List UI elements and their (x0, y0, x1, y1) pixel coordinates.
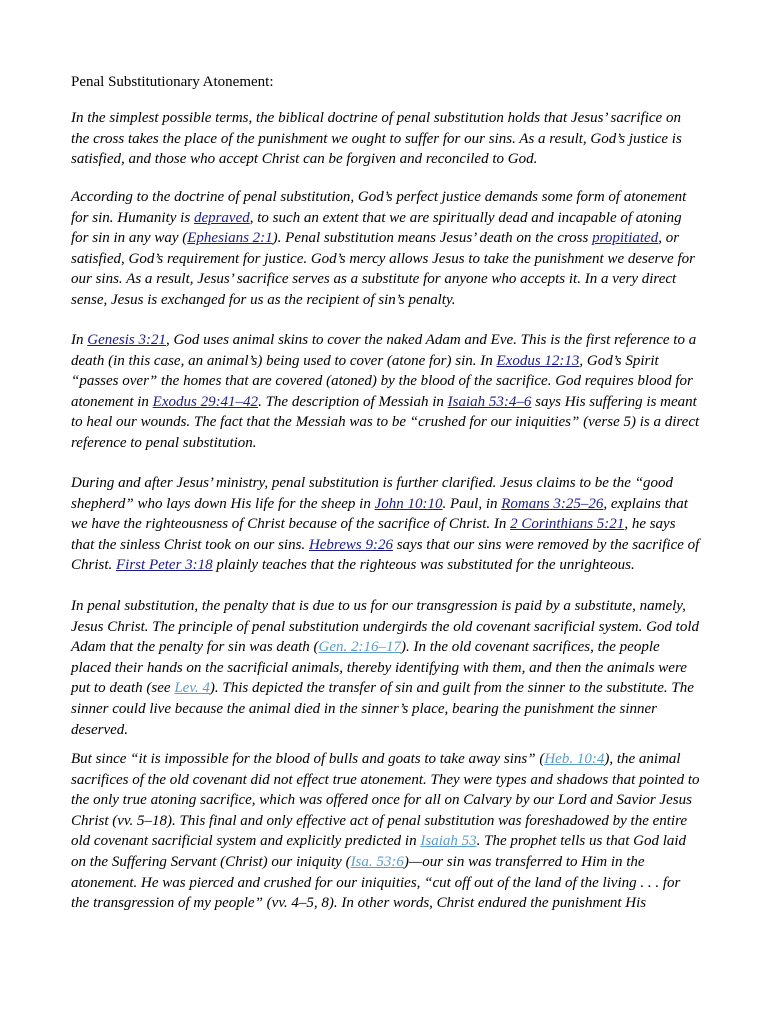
link-depraved[interactable]: depraved (193, 209, 250, 226)
text-segment: . Paul, in (442, 495, 502, 512)
text-segment: plainly teaches that the righteous was substituted for the unrighteous. (212, 557, 635, 574)
paragraph-old-testament (71, 330, 701, 454)
link-isa-53-6[interactable]: Isa. 53:6 (350, 853, 404, 870)
text-segment: , God uses animal skins to cover the naked Adam and Eve. This is the first reference to a death (in this case, an animal’s) being used to cover (atone for) sin. In (71, 332, 697, 369)
link-gen-2-16-17[interactable]: Gen. 2:16–17 (318, 639, 401, 656)
text-segment: In penal substitution, the penalty that is due to us for our transgression is paid by a substitute, namely, Jesus Christ. The principle of penal substitution undergirds the old covenant sacrificial system. God told Adam that the penalty for sin was death ( (71, 598, 700, 656)
link-isaiah-53-4-6[interactable]: Isaiah 53:4–6 (447, 393, 532, 410)
text-segment: says that our sins were removed by the sacrifice of Christ. (71, 536, 700, 574)
text-segment: , God’s Spirit “passes over” the homes that are covered (atoned) by the blood of the sacrifice. God requires blood for atonement in (71, 352, 693, 410)
paragraph-definition (71, 108, 701, 170)
text-segment: In the simplest possible terms, the biblical doctrine of penal substitution holds that Jesus’ sacrifice on the cross takes the place of the punishment we ought to suffer for our sins. As a result, God’s justice is satisfied, and those who accept Christ can be forgiven and reconciled to God. (71, 110, 682, 168)
link-first-peter-3-18[interactable]: First Peter 3:18 (116, 557, 213, 574)
text-segment: ), the animal sacrifices of the old covenant did not effect true atonement. They were types and shadows that pointed to the only true atoning sacrifice, which was offered once for all on Calvary by our Lord and Savior Jesus Christ (vv. 5–18). This final and only effective act of penal substitution was foreshadowed by the entire old covenant sacrificial system and explicitly predicted in (71, 751, 700, 850)
text-segment: , he says that the sinless Christ took on our sins. (71, 516, 676, 553)
link-isaiah-53[interactable]: Isaiah 53 (420, 833, 477, 850)
text-segment: ). Penal substitution means Jesus’ death on the cross (272, 230, 593, 247)
text-segment: , or satisfied, God’s requirement for justice. God’s mercy allows Jesus to take the punishment we deserve for our sins. As a result, Jesus’ sacrifice serves as a substitute for anyone who accepts it. In a very direct sense, Jesus is exchanged for us as the recipient of sin’s penalty. (71, 230, 695, 308)
link-exodus-12-13[interactable]: Exodus 12:13 (496, 352, 580, 369)
paragraph-justice (71, 187, 701, 311)
link-lev-4[interactable]: Lev. 4 (174, 680, 210, 697)
paragraph-old-covenant (71, 596, 701, 740)
link-exodus-29-41-42[interactable]: Exodus 29:41–42 (152, 393, 259, 410)
text-segment: , to such an extent that we are spiritually dead and incapable of atoning for sin in any way ( (71, 209, 682, 247)
link-genesis-3-21[interactable]: Genesis 3:21 (87, 332, 166, 348)
link-john-10-10[interactable]: John 10:10 (374, 495, 443, 512)
text-segment: . The prophet tells us that God laid on the Suffering Servant (Christ) our iniquity ( (71, 833, 687, 870)
text-segment: , explains that we have the righteousness of Christ because of the sacrifice of Christ. In (71, 495, 688, 533)
link-propitiated[interactable]: propitiated (592, 230, 659, 247)
link-heb-10-4[interactable]: Heb. 10:4 (544, 751, 605, 767)
text-segment: says His suffering is meant to heal our wounds. The fact that the Messiah was to be “crushed for our iniquities” (verse 5) is a direct reference to penal substitution. (71, 393, 700, 451)
document-title: Penal Substitutionary Atonement: (71, 74, 274, 90)
paragraph-new-testament (71, 473, 701, 576)
text-segment: During and after Jesus’ ministry, penal substitution is further clarified. Jesus claims to be the “good shepherd” who lays down His life for the sheep in (71, 475, 674, 512)
text-segment: . The description of Messiah in (258, 393, 448, 410)
text-segment: But since “it is impossible for the blood of bulls and goats to take away sins” ( (71, 751, 545, 767)
link-hebrews-9-26[interactable]: Hebrews 9:26 (308, 536, 393, 553)
text-segment: According to the doctrine of penal substitution, God’s perfect justice demands some form of atonement for sin. Humanity is (71, 189, 687, 226)
link-2-corinthians-5-21[interactable]: 2 Corinthians 5:21 (510, 516, 625, 533)
text-segment: ). This depicted the transfer of sin and guilt from the sinner to the substitute. The sinner could live because the animal died in the sinner’s place, bearing the punishment the sinner deserved. (71, 680, 694, 738)
link-ephesians-2-1[interactable]: Ephesians 2:1 (187, 230, 273, 247)
text-segment: In (71, 332, 88, 348)
text-segment: )—our sin was transferred to Him in the atonement. He was pierced and crushed for our iniquities, “cut off out of the land of the living . . . for the transgression of my people” (vv. 4–5, 8). In other words, Christ endured the punishment His (71, 853, 681, 912)
paragraph-true-atonement (71, 749, 701, 914)
text-segment: ). In the old covenant sacrifices, the people placed their hands on the sacrificial animals, thereby identifying with them, and then the animals were put to death (see (71, 639, 687, 697)
link-romans-3-25-26[interactable]: Romans 3:25–26 (501, 495, 604, 512)
